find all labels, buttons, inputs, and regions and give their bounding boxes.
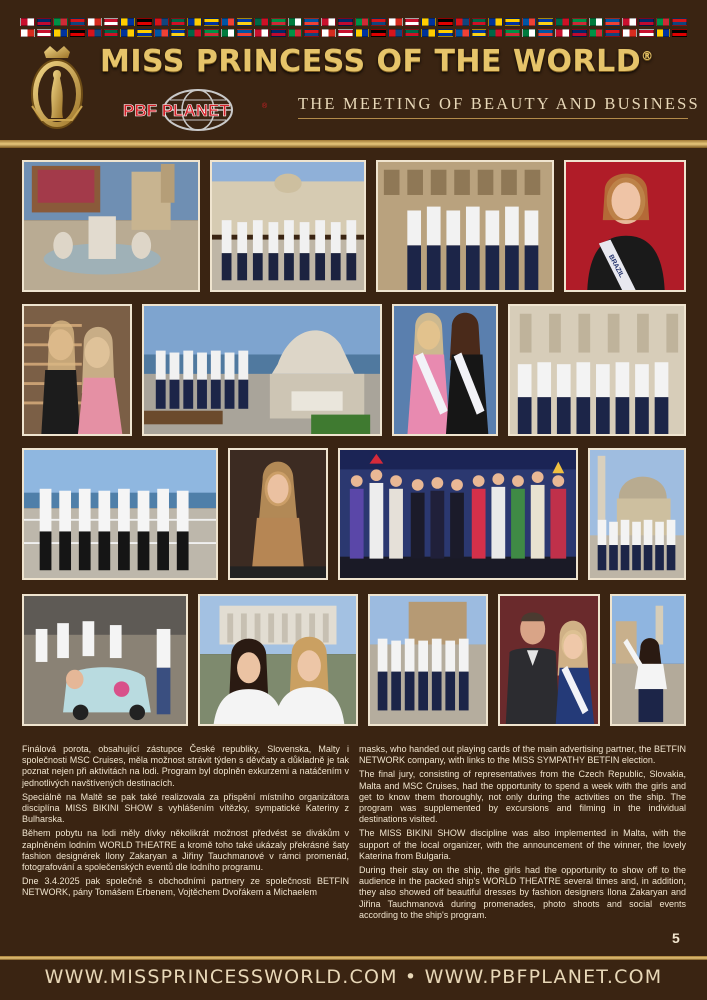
country-flag-icon: [321, 29, 336, 37]
country-flag-icon: [355, 29, 370, 37]
country-flag-icon: [254, 18, 269, 26]
article-paragraph: The final jury, consisting of representatives from the Czech Republic, Slovakia, Malta and MSC Cruises, had the opportunity to spend a week with the girls and get to know them thoroughly, not only during the activities on the ship. The program was supplemented by excursions and filming in the individual destinations visited.: [359, 769, 686, 825]
country-flag-icon: [154, 18, 169, 26]
country-flag-icon: [405, 29, 420, 37]
country-flag-icon: [388, 18, 403, 26]
country-flag-icon: [355, 18, 370, 26]
country-flag-icon: [104, 18, 119, 26]
country-flag-icon: [53, 18, 68, 26]
country-flag-icon: [472, 18, 487, 26]
country-flag-icon: [321, 18, 336, 26]
country-flag-icon: [622, 29, 637, 37]
country-flag-icon: [120, 18, 135, 26]
article-english-column: [359, 744, 686, 924]
country-flag-icon: [438, 29, 453, 37]
country-flag-icon: [237, 18, 252, 26]
miss-brazil-sash-label: BRAZIL: [607, 253, 625, 279]
footer-divider: [0, 956, 707, 960]
country-flag-icon: [505, 18, 520, 26]
country-flag-icon: [605, 18, 620, 26]
page-number: 5: [672, 930, 680, 946]
country-flag-icon: [522, 18, 537, 26]
country-flag-icon: [672, 29, 687, 37]
article-paragraph: The MISS BIKINI SHOW discipline was also implemented in Malta, with the support of the local organizer, with the announcement of the winner, the lovely Katerina from Bulgaria.: [359, 828, 686, 861]
country-flag-icon: [171, 29, 186, 37]
photo-two-contestants-stairs: [22, 304, 132, 436]
country-flag-icon: [271, 18, 286, 26]
article-paragraph: Speciálně na Maltě se pak také realizovala za přispění místního organizátora disciplína MISS BIKINI SHOW s vyhlášením vítězky, sympatické Kateriny z Bulharska.: [22, 791, 349, 825]
photo-group-statue: [142, 304, 382, 436]
article-czech-column: [22, 744, 349, 902]
country-flag-icon: [371, 18, 386, 26]
queen-crest-icon: [22, 44, 92, 134]
article-paragraph: masks, who handed out playing cards of the main advertising partner, the BETFIN NETWORK company, with links to the MISS SYMPATHY BETFIN election.: [359, 744, 686, 766]
pbf-planet-mark: ®: [262, 103, 268, 110]
country-flag-icon: [538, 29, 553, 37]
country-flag-icon: [304, 29, 319, 37]
photo-partner-with-contestant: [498, 594, 600, 726]
country-flag-icon: [388, 29, 403, 37]
photo-group-trevi: [508, 304, 686, 436]
header-divider: [0, 140, 707, 148]
country-flag-icon: [87, 18, 102, 26]
photo-contestant-waving: [610, 594, 686, 726]
country-flag-icon: [555, 29, 570, 37]
photo-group-street: [368, 594, 488, 726]
country-flag-icon: [37, 29, 52, 37]
country-flag-icon: [87, 29, 102, 37]
country-flag-icon: [656, 18, 671, 26]
country-flag-icon: [455, 18, 470, 26]
pbf-planet-logo: [120, 88, 270, 132]
photo-stage-show: [338, 448, 578, 580]
tagline-rule: [298, 118, 688, 119]
photo-group-st-peters: [210, 160, 366, 292]
photo-miss-brazil-portrait: [564, 160, 686, 292]
country-flag-icon: [104, 29, 119, 37]
photo-two-contestants-sashes: [392, 304, 498, 436]
country-flag-icon: [405, 18, 420, 26]
country-flag-icon: [421, 29, 436, 37]
photo-fountain-square: [22, 160, 200, 292]
country-flag-icon: [639, 18, 654, 26]
country-flag-icon: [271, 29, 286, 37]
country-flag-icon: [204, 18, 219, 26]
country-flag-icon: [505, 29, 520, 37]
magazine-title: MISS PRINCESS OF THE WORLD®: [100, 44, 654, 79]
photo-group-colosseum: [376, 160, 554, 292]
country-flag-icon: [288, 18, 303, 26]
tagline: THE MEETING OF BEAUTY AND BUSINESS: [298, 94, 700, 113]
article-paragraph: Finálová porota, obsahující zástupce České republiky, Slovenska, Malty i společnosti MSC Cruises, měla možnost strávit týden s děvčaty a důkladně je tak poznat nejen při aktivitách na lodi. Program byl doplněn exkurzemi a natáčením v jednotlivých navštívených destinacích.: [22, 744, 349, 788]
photo-group-square-dome: [588, 448, 686, 580]
article-paragraph: Dne 3.4.2025 pak společně s obchodními partnery ze společnosti BETFIN NETWORK, pány Tomášem Erbenem, Vojtěchem Dvořákem a Michaelem: [22, 876, 349, 898]
country-flag-icon: [204, 29, 219, 37]
country-flag-icon: [338, 18, 353, 26]
country-flag-icon: [288, 29, 303, 37]
photo-group-seafront: [22, 448, 218, 580]
footer-websites[interactable]: WWW.MISSPRINCESSWORLD.COM • WWW.PBFPLANET.COM: [44, 966, 663, 988]
country-flag-icon: [421, 18, 436, 26]
country-flag-icon: [187, 18, 202, 26]
country-flag-icon: [438, 18, 453, 26]
country-flag-icon: [639, 29, 654, 37]
country-flags-strip: [20, 18, 687, 38]
country-flag-icon: [154, 29, 169, 37]
photo-two-contestants-vittoriano: [198, 594, 358, 726]
country-flag-icon: [187, 29, 202, 37]
article-paragraph: Během pobytu na lodi měly dívky několikrát možnost předvést se divákům v zaplněném lodním WORLD THEATRE a kromě toho také ukázaly překrásné šaty fashion designérek Ilony Zakaryan a Jiřiny Tauchmanové v rámci promenád, fotografování a společenských eventů dle lodního programu.: [22, 828, 349, 873]
country-flag-icon: [221, 29, 236, 37]
country-flag-icon: [522, 29, 537, 37]
country-flag-icon: [53, 29, 68, 37]
country-flag-icon: [572, 29, 587, 37]
photo-contestant-theatre: [228, 448, 328, 580]
country-flag-icon: [304, 18, 319, 26]
country-flag-icon: [488, 18, 503, 26]
country-flag-icon: [572, 18, 587, 26]
country-flag-icon: [472, 29, 487, 37]
article-paragraph: During their stay on the ship, the girls had the opportunity to show off to the audience in the packed ship's WORLD THEATRE several times and, in addition, they also showed off beautiful dresses by fashion designers Ilona Zakaryan and Jiřina Tauchmanová during promenades, photo shoots and social events according to the ship's program.: [359, 865, 686, 920]
country-flag-icon: [488, 29, 503, 37]
country-flag-icon: [137, 18, 152, 26]
country-flag-icon: [371, 29, 386, 37]
photo-group-classic-car: [22, 594, 188, 726]
country-flag-icon: [70, 18, 85, 26]
country-flag-icon: [171, 18, 186, 26]
country-flag-icon: [605, 29, 620, 37]
country-flag-icon: [37, 18, 52, 26]
country-flag-icon: [589, 29, 604, 37]
country-flag-icon: [555, 18, 570, 26]
country-flag-icon: [455, 29, 470, 37]
country-flag-icon: [672, 18, 687, 26]
country-flag-icon: [254, 29, 269, 37]
country-flag-icon: [538, 18, 553, 26]
country-flag-icon: [237, 29, 252, 37]
country-flag-icon: [221, 18, 236, 26]
country-flag-icon: [20, 29, 35, 37]
crest-logo: [22, 44, 92, 134]
country-flag-icon: [120, 29, 135, 37]
country-flag-icon: [338, 29, 353, 37]
country-flag-icon: [622, 18, 637, 26]
pbf-planet-wordmark: PBF PLANET: [123, 101, 230, 120]
country-flag-icon: [70, 29, 85, 37]
country-flag-icon: [589, 18, 604, 26]
country-flag-icon: [137, 29, 152, 37]
country-flag-icon: [656, 29, 671, 37]
country-flag-icon: [20, 18, 35, 26]
